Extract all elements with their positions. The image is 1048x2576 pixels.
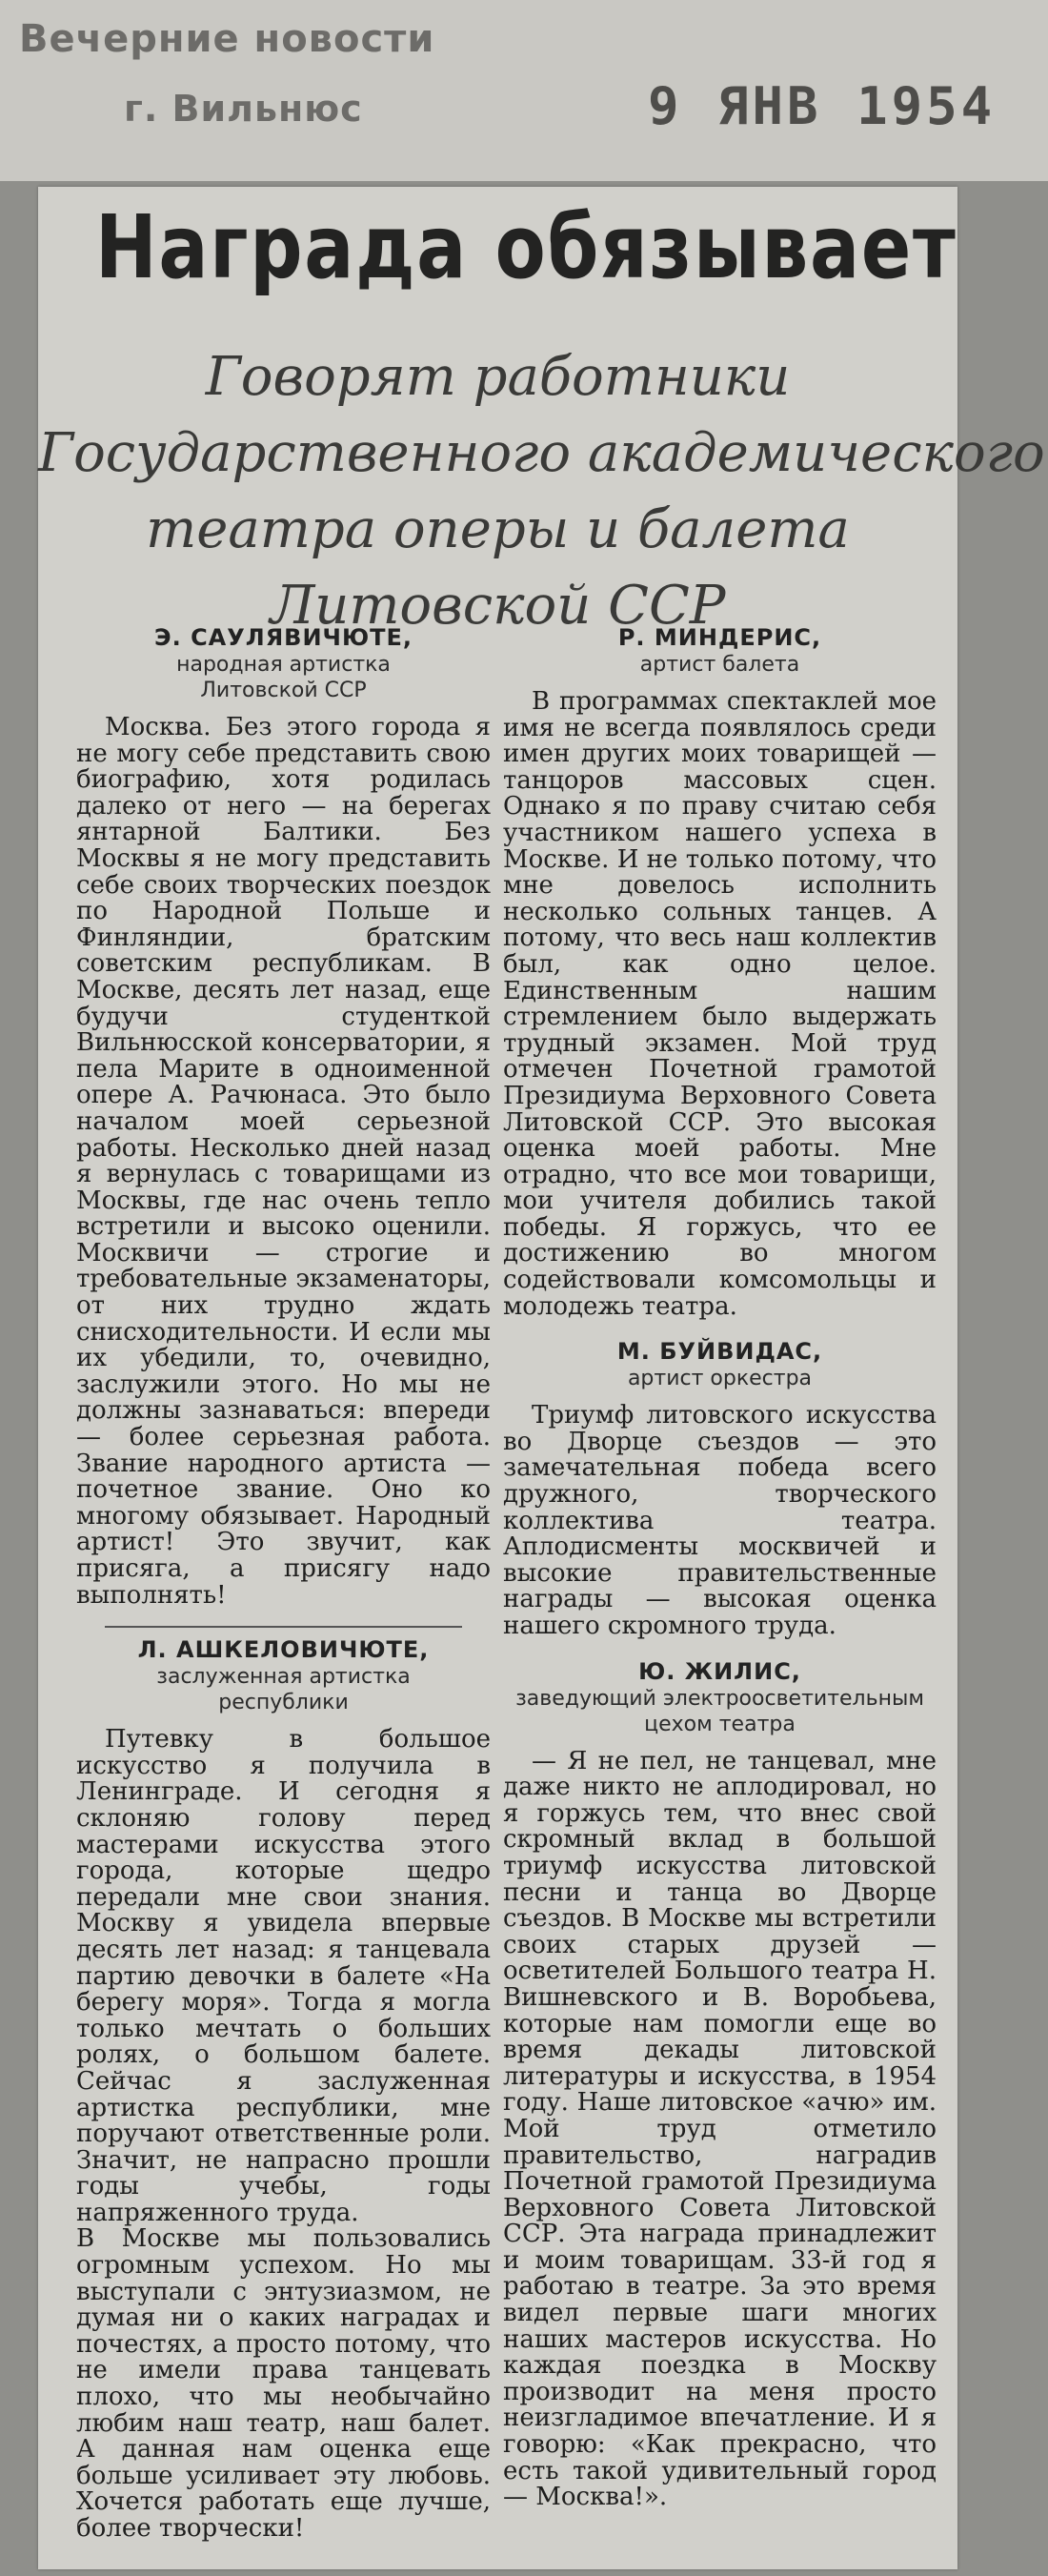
article-zhilis: [503, 1657, 937, 2511]
author-title: артист балета: [639, 653, 800, 677]
author-title: народная артистка Литовской ССР: [176, 653, 391, 702]
article-text: Путевку в большое искусство я получила в Ленинграде. И сегодня я склоняю голову перед мастерами искусства этого города, которые щедро передали мне свои знания. Москву я увидела впервые десять лет назад: я танцевала партию девочки в балете «На берегу моря». Тогда я могла только мечтать о больших ролях, о большом балете. Сейчас я заслуженная артистка республики, мне поручают ответственные роли. Значит, не напрасно прошли годы учебы, годы напряженного труда. В Москве мы пользовались огромным успехом. Но мы выступали с энтузиазмом, не думая ни о каких наградах и почестях, а просто потому, что не имели права танцевать плохо, что мы необычайно любим наш театр, наш балет. А данная нам оценка еще больше усиливает эту любовь. Хочется работать еще лучше, более творчески!: [76, 1725, 491, 2543]
subtitle: [38, 339, 1045, 644]
right-column: [503, 623, 937, 2528]
subtitle-line: Государственного академического: [38, 422, 1045, 484]
headline: Награда обязывает: [95, 196, 957, 298]
article-text: Москва. Без этого города я не могу себе представить свою биографию, хотя родилась далеко от него — на берегах янтарной Балтики. Без Москвы я не могу представить себе своих творческих поездок по Народной Польше и Финляндии, братским советским республикам. В Москве, десять лет назад, еще будучи студенткой Вильнюсской консерватории, я пела Марите в одноименной опере А. Рачюнаса. Это было началом моей серьезной работы. Несколько дней назад я вернулась с товарищами из Москвы, где нас очень тепло встретили и высоко оценили. Москвичи — строгие и требовательные экзаменаторы, от них трудно ждать снисходительности. И если мы их убедили, то, очевидно, заслужили этого. Но мы не должны зазнаваться: впереди — более серьезная работа. Звание народного артиста — почетное звание. Оно ко многому обязывает. Народный артист! Это звучит, как присяга, а присягу надо выполнять!: [76, 713, 491, 1610]
article-text: Триумф литовского искусства во Дворце съездов — это замечательная победа всего дружного, творческого коллектива театра. Аплодисменты москвичей и высокие правительственные награды — высокая оценка нашего скромного труда.: [503, 1401, 937, 1640]
subtitle-line: Литовской ССР: [270, 575, 726, 637]
author-name: Э. САУЛЯВИЧЮТЕ,: [153, 624, 413, 651]
article-text: — Я не пел, не танцевал, мне даже никто не аплодировал, но я горжусь тем, что внес свой скромный вклад в большой триумф искусства литовской песни и танца во Дворце съездов. В Москве мы встретили своих старых друзей — осветителей Большого театра Н. Вишневского и В. Воробьева, которые нам помогли еще во время декады литовской литературы и искусства, в 1954 году. Наше литовское «ачю» им. Мой труд отметило правительство, наградив Почетной грамотой Президиума Верховного Совета Литовской ССР. Эта награда принадлежит и моим товарищам. 33-й год я работаю в театре. За это время видел первые шаги многих наших мастеров искусства. Но каждая поездка в Москву производит на меня просто неизгладимое впечатление. И я говорю: «Как прекрасно, что есть такой удивительный город — Москва!».: [503, 1746, 937, 2512]
author-name: Ю. ЖИЛИС,: [638, 1657, 801, 1685]
article-saulyavichyute: [76, 623, 491, 1609]
author-title: заслуженная артистка республики: [156, 1665, 411, 1715]
divider: [105, 1626, 462, 1628]
subtitle-line: Говорят работники: [205, 346, 791, 408]
archive-stamp-strip: [0, 0, 1048, 181]
author-name: М. БУЙВИДАС,: [616, 1338, 823, 1366]
newspaper-clipping: [38, 187, 1045, 2569]
article-buivydas: [503, 1337, 937, 1639]
author-title: артист оркестра: [627, 1367, 813, 1391]
article-minderis: [503, 623, 937, 1320]
stamp-city: г. Вильнюс: [124, 88, 363, 130]
stamp-date: 9 ЯНВ 1954: [648, 76, 997, 136]
author-title: заведующий электроосветительным цехом театра: [515, 1686, 924, 1736]
subtitle-line: театра оперы и балета: [146, 498, 850, 560]
author-name: Л. АШКЕЛОВИЧЮТЕ,: [137, 1636, 430, 1664]
left-column: [76, 623, 491, 2560]
author-name: Р. МИНДЕРИС,: [617, 624, 822, 651]
article-text: В программах спектаклей мое имя не всегда появлялось среди имен других моих товарищей — танцоров массовых сцен. Однако я по праву считаю себя участником нашего успеха в Москве. И не только потому, что мне довелось исполнить несколько сольных танцев. А потому, что весь наш коллектив был, как одно целое. Единственным нашим стремлением было выдержать трудный экзамен. Мой труд отмечен Почетной грамотой Президиума Верховного Совета Литовской ССР. Это высокая оценка моей работы. Мне отрадно, что все мои товарищи, мои учителя добились такой победы. Я горжусь, что ее достижению во многом содействовали комсомольцы и молодежь театра.: [503, 687, 937, 1321]
article-ashkelovichyute: [76, 1635, 491, 2542]
stamp-newspaper-name: Вечерние новости: [19, 17, 435, 61]
